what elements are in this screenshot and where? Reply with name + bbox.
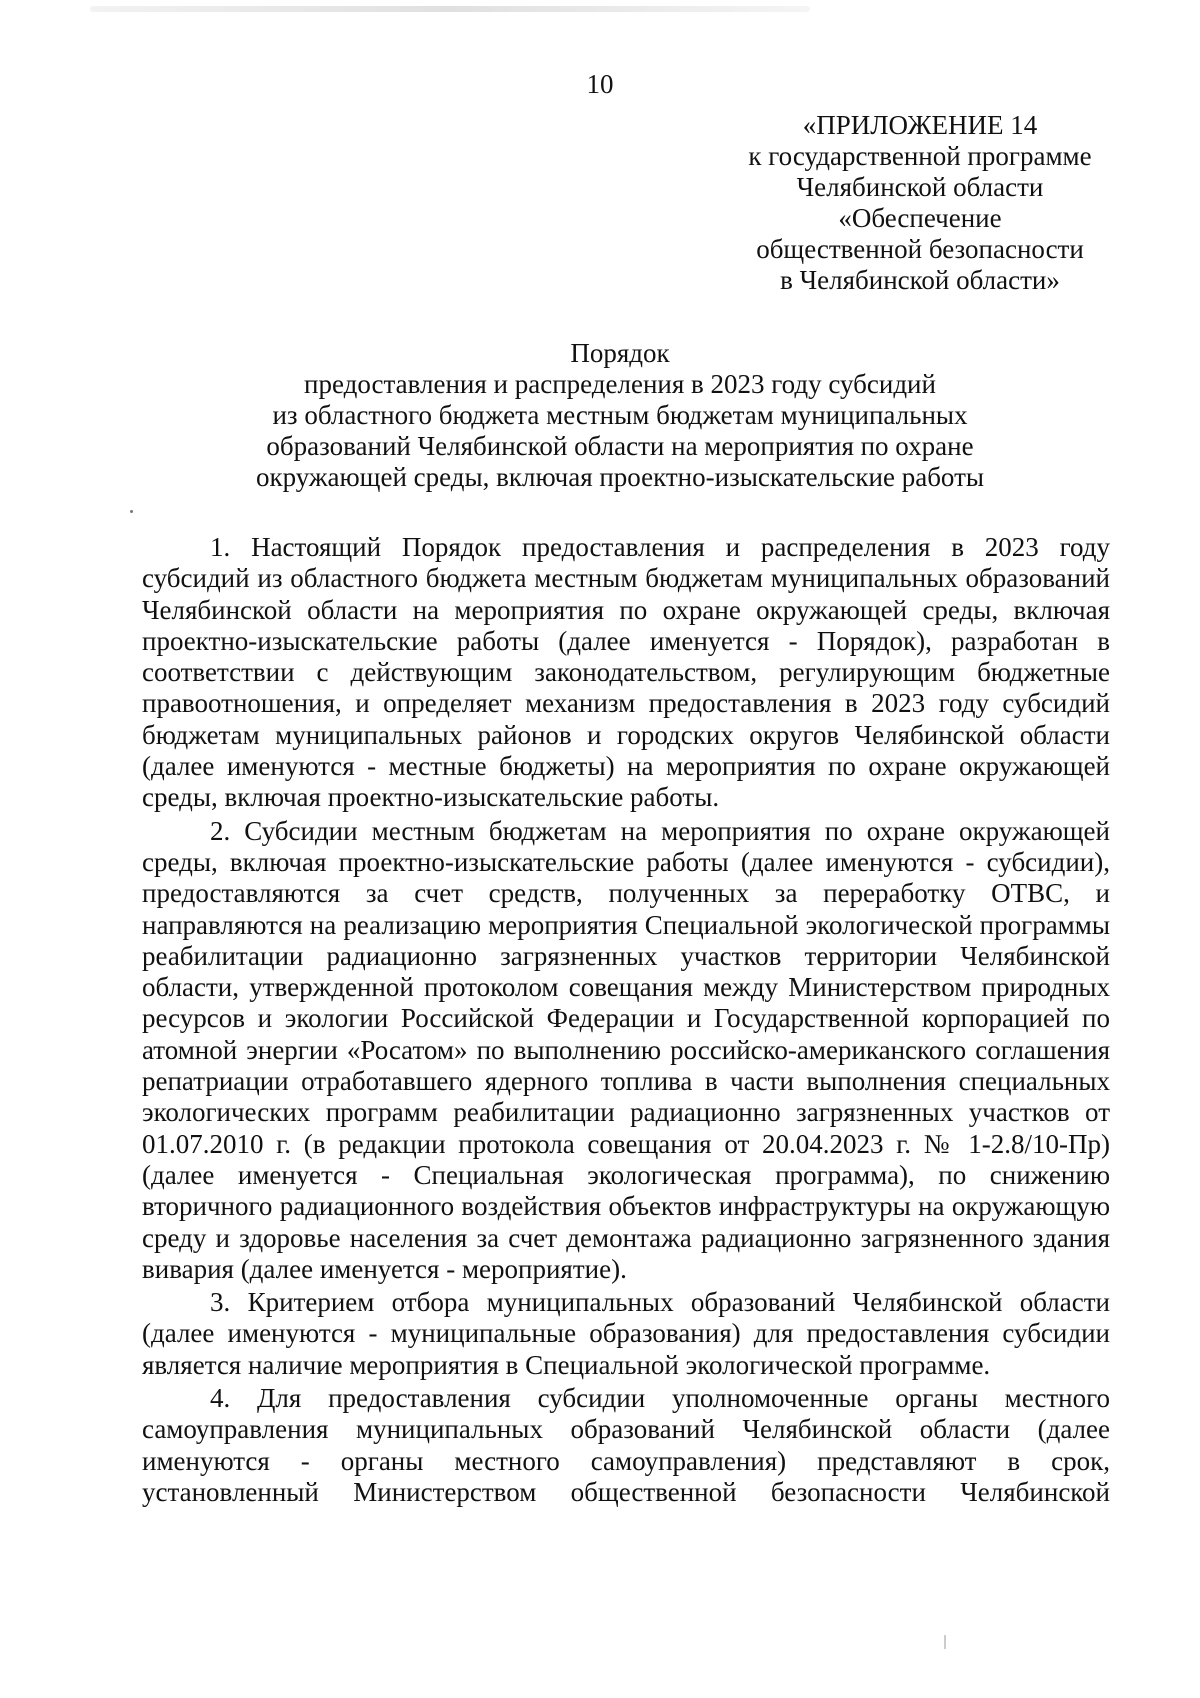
scan-mark (944, 1635, 946, 1649)
appendix-line: «ПРИЛОЖЕНИЕ 14 (802, 110, 1038, 140)
title-line: окружающей среды, включая проектно-изыскательские работы (255, 462, 985, 492)
paragraph-1: 1. Настоящий Порядок предоставления и распределения в 2023 году субсидий из областного бюджета местным бюджетам муниципальных образований Челябинской области на мероприятия по охране окружающей среды, включая проектно-изыскательские работы (далее именуется - Порядок), разработан в соответствии с действующим законодательством, регулирующим бюджетные правоотношения, и определяет механизм предоставления в 2023 году субсидий бюджетам муниципальных районов и городских округов Челябинской области (далее именуются - местные бюджеты) на мероприятия по охране окружающей среды, включая проектно-изыскательские работы. (142, 532, 1110, 813)
title-line: образований Челябинской области на мероприятия по охране (266, 431, 974, 461)
scan-artifact (90, 6, 810, 12)
paragraph-3: 3. Критерием отбора муниципальных образований Челябинской области (далее именуются - муниципальные образования) для предоставления субсидии является наличие мероприятия в Специальной экологической программе. (142, 1287, 1110, 1380)
page-number: 10 (586, 69, 614, 99)
title-line: предоставления и распределения в 2023 году субсидий (304, 369, 936, 399)
paragraph-2: 2. Субсидии местным бюджетам на мероприятия по охране окружающей среды, включая проектно-изыскательские работы (далее именуются - субсидии), предоставляются за счет средств, полученных за переработку ОТВС, и направляются на реализацию мероприятия Специальной экологической программы реабилитации радиационно загрязненных участков территории Челябинской области, утвержденной протоколом совещания между Министерством природных ресурсов и экологии Российской Федерации и Государственной корпорацией по атомной энергии «Росатом» по выполнению российско-американского соглашения репатриации отработавшего ядерного топлива в части выполнения специальных экологических программ реабилитации радиационно загрязненных участков от 01.07.2010 г. (в редакции протокола совещания от 20.04.2023 г. № 1-2.8/10-Пр) (далее именуется - Специальная экологическая программа), по снижению вторичного радиационного воздействия объектов инфраструктуры на окружающую среду и здоровье населения за счет демонтажа радиационно загрязненного здания вивария (далее именуется - мероприятие). (142, 815, 1110, 1284)
scan-speck (130, 510, 133, 513)
appendix-line: общественной безопасности (756, 234, 1084, 264)
appendix-header (700, 110, 1140, 296)
appendix-line: Челябинской области (796, 172, 1044, 202)
document-title (120, 338, 1120, 493)
paragraph-4: 4. Для предоставления субсидии уполномоченные органы местного самоуправления муниципальных образований Челябинской области (далее именуются - органы местного самоуправления) представляют в срок, установленный Министерством общественной безопасности Челябинской (142, 1383, 1110, 1507)
appendix-line: к государственной программе (748, 141, 1092, 171)
document-body (142, 532, 1110, 1510)
title-line: из областного бюджета местным бюджетам муниципальных (272, 400, 968, 430)
appendix-line: «Обеспечение (838, 203, 1002, 233)
title-line: Порядок (570, 338, 670, 368)
appendix-line: в Челябинской области» (780, 265, 1060, 295)
